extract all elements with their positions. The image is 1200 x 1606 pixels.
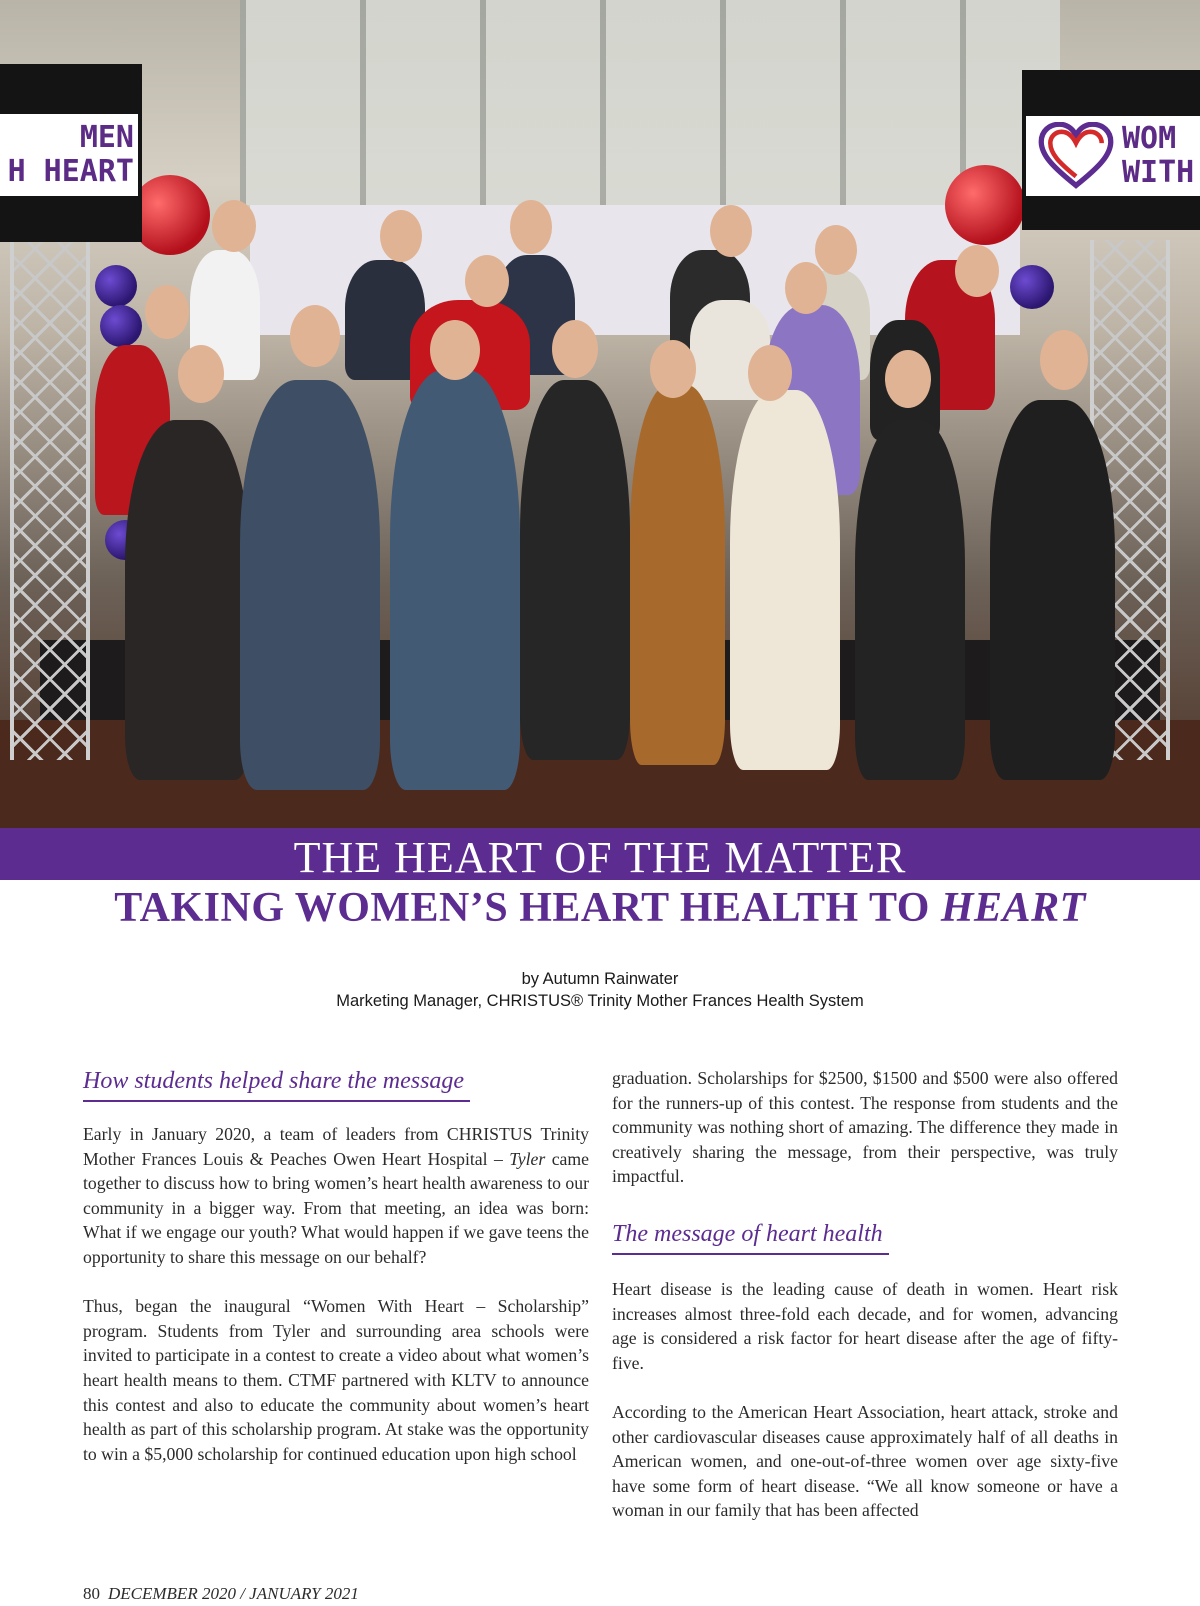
left-column — [83, 1066, 589, 1466]
section-heading-heart-health: The message of heart health — [612, 1219, 889, 1255]
issue-date: DECEMBER 2020 / JANUARY 2021 — [108, 1584, 359, 1603]
person-head — [178, 345, 224, 403]
person — [125, 420, 250, 780]
title-banner — [0, 828, 1200, 880]
article-subtitle — [0, 884, 1200, 932]
screen-left-line-2: H HEART — [7, 155, 134, 189]
balloon — [100, 305, 142, 347]
person-head — [748, 345, 792, 401]
person — [730, 390, 840, 770]
person-head — [380, 210, 422, 262]
person-head — [465, 255, 509, 307]
person-head — [885, 350, 931, 408]
left-p1-emphasis: Tyler — [509, 1148, 546, 1169]
left-p1-part-a: Early in January 2020, a team of leaders from CHRISTUS Trinity Mother Frances Louis & Peaches Owen Heart Hospital – — [83, 1124, 589, 1169]
person — [520, 380, 630, 760]
person-head — [955, 245, 999, 297]
heart-logo-icon — [1038, 122, 1114, 190]
right-paragraph-2: Heart disease is the leading cause of death in women. Heart risk increases almost three-fold each decade, and for women, advancing age is considered a risk factor for heart disease after the age of fifty-five. — [612, 1278, 1118, 1373]
subtitle-text: TAKING WOMEN’S HEART HEALTH TO — [114, 885, 941, 931]
person — [390, 370, 520, 790]
screen-right-panel — [1026, 116, 1200, 196]
page-number: 80 — [83, 1584, 100, 1603]
screen-left-panel — [0, 114, 138, 196]
right-paragraph-3: According to the American Heart Association, heart attack, stroke and other cardiovascular diseases cause approximately half of all deaths in American women, and one-out-of-three women over age sixty-five have some form of heart disease. “We all know someone or have a woman in our family that has been affected — [612, 1401, 1118, 1521]
page-footer — [83, 1584, 359, 1604]
person — [240, 380, 380, 790]
person-head — [145, 285, 189, 339]
person-head — [815, 225, 857, 275]
person-head — [430, 320, 480, 380]
person-head — [650, 340, 696, 398]
subtitle-emphasis: HEART — [940, 885, 1086, 931]
person-head — [785, 262, 827, 314]
screen-right-line-1: WOM — [1122, 122, 1177, 156]
person — [990, 400, 1115, 780]
right-paragraph-1: graduation. Scholarships for $2500, $1500 and $500 were also offered for the runners-up of this contest. The response from students and the community was nothing short of amazing. The difference they made in creatively sharing the message, from their perspective, was truly impactful. — [612, 1068, 1118, 1187]
person-head — [552, 320, 598, 378]
person — [630, 385, 725, 765]
person — [855, 420, 965, 780]
balloon — [95, 265, 137, 307]
person-head — [290, 305, 340, 367]
person-head — [510, 200, 552, 254]
right-column — [612, 1066, 1118, 1523]
article-title: THE HEART OF THE MATTER — [293, 833, 907, 882]
truss-left — [10, 240, 90, 760]
byline-author: by Autumn Rainwater — [521, 970, 679, 988]
windows — [240, 0, 1060, 205]
screen-left — [0, 64, 142, 242]
person-head — [710, 205, 752, 257]
left-paragraph-1 — [83, 1122, 589, 1270]
heart-balloon-right — [945, 165, 1025, 245]
screen-right — [1022, 70, 1200, 230]
person-head — [212, 200, 256, 252]
person-head — [1040, 330, 1088, 390]
left-paragraph-2: Thus, began the inaugural “Women With Heart – Scholarship” program. Students from Tyler and surrounding area schools were invited to participate in a contest to create a video about what women’s heart health means to them. CTMF partnered with KLTV to announce this contest and also to educate the community about women’s heart health as part of this scholarship program. At stake was the opportunity to win a $5,000 scholarship for continued education upon high school — [83, 1296, 589, 1464]
byline — [0, 968, 1200, 1012]
byline-role: Marketing Manager, CHRISTUS® Trinity Mother Frances Health System — [336, 992, 864, 1010]
section-heading-students: How students helped share the message — [83, 1066, 470, 1102]
screen-left-line-1: MEN — [79, 121, 134, 155]
screen-right-line-2: WITH — [1122, 156, 1195, 190]
balloon — [1010, 265, 1054, 309]
left-p1-part-b: came together to discuss how to bring women’s heart health awareness to our community in a bigger way. From that meeting, an idea was born: What if we engage our youth? What would happen if we gave teens the opportunity to share this message on our behalf? — [83, 1148, 590, 1267]
heart-balloon-left — [130, 175, 210, 255]
